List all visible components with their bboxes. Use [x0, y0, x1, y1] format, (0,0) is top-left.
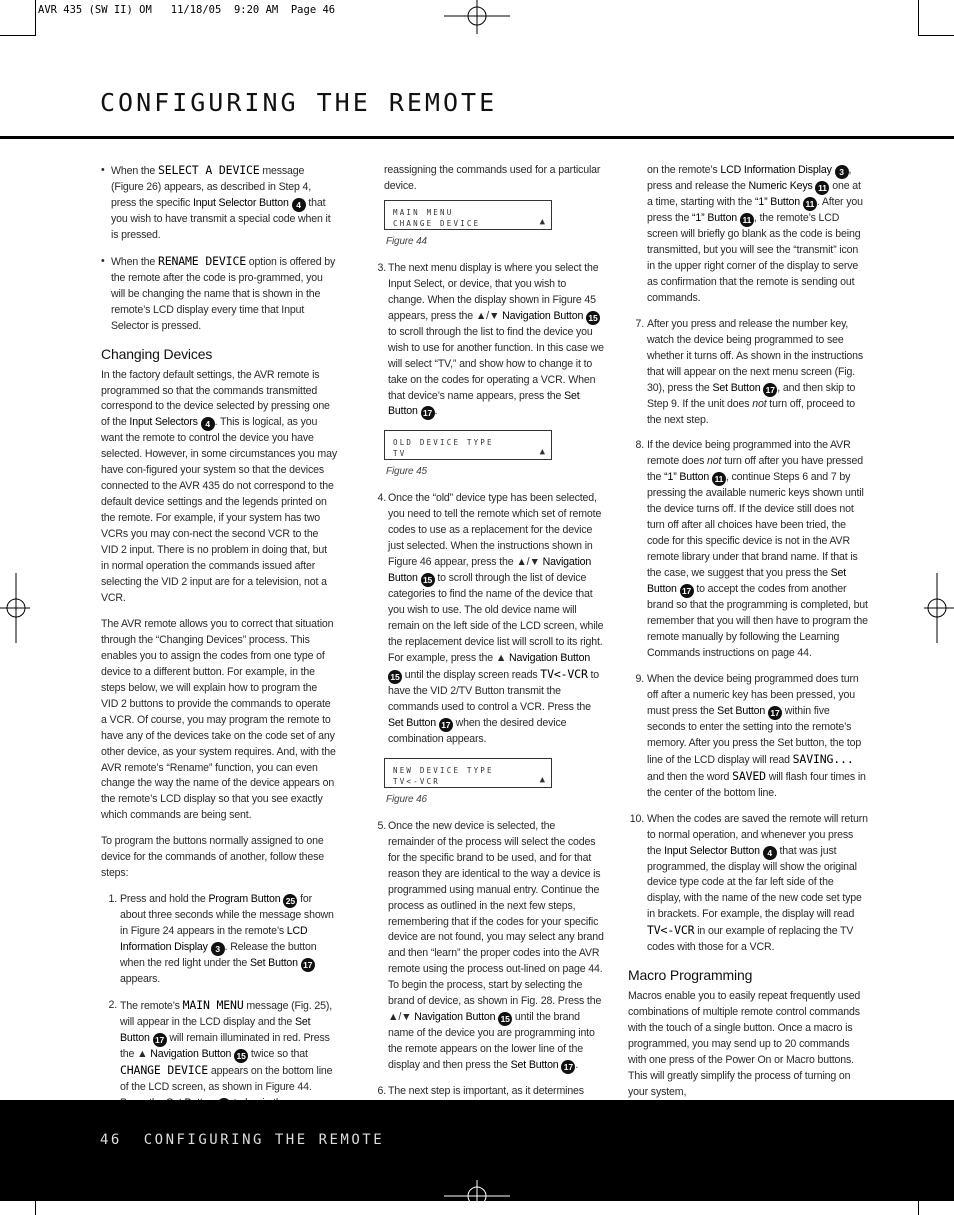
up-arrow-icon: ▲	[539, 216, 545, 227]
title-rule	[0, 136, 954, 139]
callout-number: 17	[439, 718, 453, 732]
step-10: 10. When the codes are saved the remote will return to normal operation, and whenever you press the Input Selector Button 4 that was just programmed, the display will show the original device type code at the far left side of the display, with the name of the new code set type in brackets. For example, the display will read TV<-VCR in our example of replacing the TV codes with those for a VCR.	[629, 812, 868, 954]
heading-changing-devices: Changing Devices	[101, 345, 213, 362]
callout-number: 17	[763, 383, 777, 397]
page-number: 46	[100, 1132, 122, 1148]
paragraph: In the factory default settings, the AVR remote is programmed so that the commands transmitted correspond to the device selected by pressing one of the Input Selectors 4 . This is logical, as you want the remote to control the device you have selected. However, in some circumstances you may have con-figured your system so that the devices connected to the AVR 435 do not correspond to the default device settings and the legends printed on the remote. For example, if your system has two VCRs you may con-nect the second VCR to the VID 2 input. There is no problem in doing that, but in normal operation the commands issued after selecting the VID 2 input are for a television, not a VCR.	[101, 368, 337, 604]
up-arrow-icon: ▲	[539, 447, 545, 458]
callout-number: 17	[421, 406, 435, 420]
callout-number: 4	[201, 417, 215, 431]
bullet-select-device: • When the SELECT A DEVICE message (Figure 26) appears, as described in Step 4, press the specific Input Selector Button 4 that you wish to have transmit a special code when it is pressed.	[101, 163, 331, 241]
step-6: 6. The next step is important, as it determines	[377, 1085, 584, 1098]
paragraph: Macros enable you to easily repeat frequently used combinations of multiple remote control commands with the touch of a single button. Once a macro is programmed, you may send up to 20 commands with one press of the Power On or Macro buttons. This will greatly simplify the process of turning on your system,	[628, 990, 861, 1098]
callout-number: 11	[740, 213, 754, 227]
paragraph: reassigning the commands used for a particular device.	[384, 164, 601, 192]
heading-macro-programming: Macro Programming	[628, 967, 753, 984]
callout-number: 17	[153, 1033, 167, 1047]
print-slug: AVR 435 (SW II) OM 11/18/05 9:20 AM Page 46	[38, 4, 336, 16]
callout-number: 15	[586, 311, 600, 325]
step-8: 8. If the device being programmed into the AVR remote does not turn off after you have pressed the “1” Button 11 , continue Steps 6 and 7 by pressing the available numeric keys shown until the device turns off. If the device still does not turn off after all choices have been tried, the code for this specific device is not in the AVR remote library under that brand name. If that is the case, we suggest that you press the Set Button 17 to accept the codes from another brand so that the programming is completed, but remember that you will then have to program the remote manually by following the Learning Commands instructions on page 44.	[635, 439, 868, 659]
column-2	[370, 163, 604, 1174]
callout-number: 15	[234, 1049, 248, 1063]
callout-number: 4	[292, 198, 306, 212]
crop-mark	[918, 0, 919, 36]
callout-number: 15	[421, 573, 435, 587]
step-2: 2. The remote’s MAIN MENU message (Fig. 25), will appear in the LCD display and the Set Button 17 will remain illuminated in red. Press the ▲ Navigation Button 15 twice so that CHANGE DEVICE appears on the bottom line of the LCD screen, as shown in Figure 44.	[101, 998, 337, 1128]
step-3: 3. The next menu display is where you select the Input Select, or device, that you wish to change. When the display shown in Figure 45 appears, press the ▲/▼ Navigation Button 15 to scroll through the list to find the device you wish to use for another function. In this case we will select “TV,” and show how to change it to take on the codes for operating a VCR. When that device’s name appears, press the Set Button 17 .	[377, 261, 604, 419]
paragraph: on the remote’s LCD Information Display 3 , press and release the Numeric Keys 11 one at a time, starting with the “1” Button 11 . After you press the “1” Button 11 , the remote’s LCD screen will briefly go blank as the code is being transmitted, but you will see the “transmit” icon in the upper right corner of the display to serve as confirmation that the remote is sending out commands.	[647, 164, 863, 304]
callout-number: 3	[835, 165, 849, 179]
callout-number: 17	[561, 1060, 575, 1074]
lcd-figure-44: MAIN MENU CHANGE DEVICE ▲	[384, 200, 552, 230]
callout-number: 11	[815, 181, 829, 195]
callout-number: 17	[301, 958, 315, 972]
callout-number: 17	[680, 584, 694, 598]
step-9: 9. When the device being programmed does turn off after a numeric key has been pressed, you must press the Set Button 17 within five seconds to enter the setting into the remote’s memory. After you press the Set button, the top line of the LCD display will read SAVING... and then the word SAVED will flash four times in the center of the bottom line.	[635, 672, 866, 799]
footer-text	[100, 1132, 384, 1148]
lcd-figure-46: NEW DEVICE TYPE TV<-VCR ▲	[384, 758, 552, 788]
callout-number: 4	[763, 846, 777, 860]
registration-mark-bottom	[444, 1180, 510, 1215]
column-3	[628, 163, 868, 1111]
registration-mark-top	[444, 0, 510, 34]
callout-number: 25	[283, 894, 297, 908]
callout-number: 15	[498, 1012, 512, 1026]
figure-caption: Figure 45	[386, 466, 427, 478]
crop-mark	[35, 0, 36, 36]
footer-section: CONFIGURING THE REMOTE	[143, 1132, 385, 1148]
page-title: CONFIGURING THE REMOTE	[100, 88, 498, 117]
callout-number: 3	[211, 942, 225, 956]
crop-mark	[0, 35, 36, 36]
callout-number: 11	[803, 197, 817, 211]
step-5: 5. Once the new device is selected, the remainder of the process will select the codes for the specific brand to be used, and for that reason they are identical to the way a device is programmed using manual entry. Continue the process as outlined in the next few steps, remembering that if the codes for your specific device are not found, you may select any brand and then “learn” the proper codes into the AVR remote using the process out-lined on page 44. To begin the process, start by selecting the brand of device, as shown in Fig. 28. Press the ▲/▼ Navigation Button 15 until the brand name of the device you are programming into the remote appears on the lower line of the display and then press the Set Button 17 .	[377, 819, 604, 1073]
figure-caption: Figure 46	[386, 793, 427, 805]
callout-number: 11	[712, 472, 726, 486]
step-4: 4. Once the “old” device type has been selected, you need to tell the remote which set of remote codes to use as a replacement for the device just selected. When the instructions shown in Figure 46 appear, press the ▲/▼ Navigation Button 15 to scroll through the list of device categories to find the name of the device that you wish to use. The old device name will remain on the left side of the LCD screen, while the replacement device list will scroll to its right. For example, press the ▲ Navigation Button 15 until the display screen reads TV<-VCR to have the VID 2/TV Button transmit the commands used to control a VCR. Press the Set Button 17 when the desired device combination appears.	[377, 492, 604, 745]
paragraph: The AVR remote allows you to correct that situation through the “Changing Devices” process. This enables you to assign the codes from one type of device to a different button. For example, in the steps below, we will explain how to program the VID 2 buttons to provide the commands to operate a VCR. Of course, you may program the remote to have any of the devices take on the code set of any other device, as your system requires. And, with the AVR remote’s “Rename” function, you can even change the way the name of the device appears on the remote’s LCD display so that you see exactly which commands are being sent.	[101, 617, 336, 822]
figure-caption: Figure 44	[386, 235, 427, 247]
registration-mark-left	[0, 573, 30, 643]
paragraph: To program the buttons normally assigned to one device for the commands of another, follow these steps:	[101, 835, 325, 880]
registration-mark-right	[924, 573, 954, 643]
callout-number: 15	[388, 670, 402, 684]
callout-number: 17	[768, 706, 782, 720]
crop-mark	[918, 35, 954, 36]
up-arrow-icon: ▲	[539, 774, 545, 785]
column-1	[101, 163, 337, 1138]
lcd-figure-45: OLD DEVICE TYPE TV ▲	[384, 430, 552, 460]
step-1: 1. Press and hold the Program Button 25 for about three seconds while the message shown in Figure 24 appears in the remote’s LCD Information Display 3 . Release the button when the red light under the Set Button 17 appears.	[108, 893, 334, 986]
bullet-rename-device: • When the RENAME DEVICE option is offered by the remote after the code is pro-grammed, you will be changing the name that is shown in the remote’s LCD display every time that Input Selector is pressed.	[101, 253, 336, 332]
step-7: 7. After you press and release the number key, watch the device being programmed to see whether it turns off. As shown in the instructions that will appear on the next menu screen (Fig. 30), press the Set Button 17 , and then skip to Step 9. If the unit does not turn off, proceed to the next step.	[635, 317, 864, 426]
